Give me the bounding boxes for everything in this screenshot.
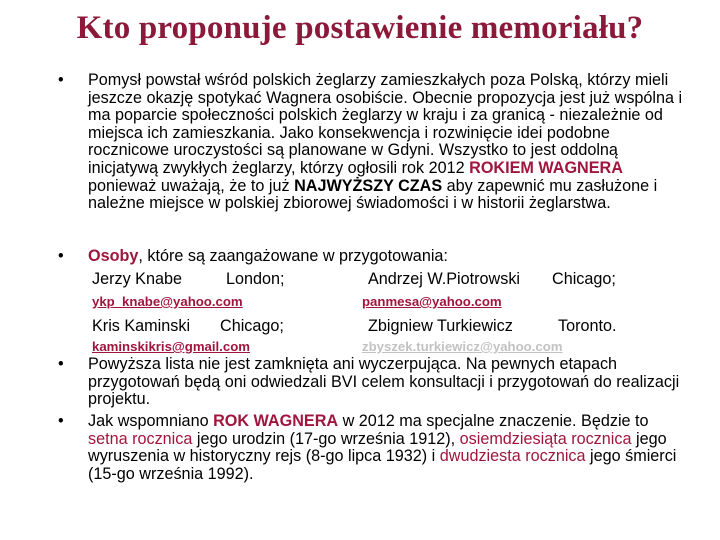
person-city: London; <box>226 270 285 288</box>
bullet-icon: • <box>58 412 64 430</box>
paragraph-text: ponieważ uważają, że to już <box>88 176 295 195</box>
paragraph-text: jego wyruszenia w historyczny rejs (8-go lipca 1932) i <box>88 429 667 466</box>
bullet-paragraph-people <box>58 247 688 266</box>
person-name: Zbigniew Turkiewicz <box>368 317 513 335</box>
highlight-rok-wagnera: ROKIEM WAGNERA <box>469 158 623 177</box>
person-name: Andrzej W.Piotrowski <box>368 270 521 288</box>
email-link[interactable]: zbyszek.turkiewicz@yahoo.com <box>362 339 563 354</box>
bullet-icon: • <box>58 355 64 373</box>
email-link[interactable]: kaminskikris@gmail.com <box>92 339 250 354</box>
highlight-setna-rocznica: setna rocznica <box>88 429 193 448</box>
slide-title: Kto proponuje postawienie memoriału? <box>76 10 644 46</box>
bullet-icon: • <box>58 71 64 89</box>
bullet-paragraph-list-note <box>58 355 688 409</box>
bullet-paragraph-origin <box>58 71 688 213</box>
people-label: Osoby <box>88 247 139 265</box>
email-link[interactable]: panmesa@yahoo.com <box>362 294 502 309</box>
paragraph-text: aby zapewnić mu zasłużone i należne miejsce w polskiej zbiorowej świadomości i w historii żeglarstwa. <box>88 176 658 213</box>
paragraph-text: Powyższa lista nie jest zamknięta ani wyczerpująca. Na pewnych etapach przygotowań będą oni odwiedzali BVI celem konsultacji i przygotowań do realizacji projektu. <box>88 355 680 409</box>
email-link[interactable]: ykp_knabe@yahoo.com <box>92 294 243 309</box>
person-name: Kris Kaminski <box>92 317 191 335</box>
person-name: Jerzy Knabe <box>92 270 182 288</box>
highlight-najwyzszy-czas: NAJWYŻSZY CZAS <box>294 176 443 195</box>
person-city: Chicago; <box>552 270 616 288</box>
highlight-rok-wagnera: ROK WAGNERA <box>213 412 339 430</box>
highlight-dwudziesta-rocznica: dwudziesta rocznica <box>439 447 586 466</box>
paragraph-text: Jak wspomniano <box>88 412 214 430</box>
highlight-osiemdziesiata-rocznica: osiemdziesiąta rocznica <box>459 429 632 448</box>
bullet-paragraph-anniversary <box>58 412 688 483</box>
paragraph-text: w 2012 ma specjalne znaczenie. Będzie to <box>338 412 649 430</box>
paragraph-text: , które są zaangażowane w przygotowania: <box>138 247 448 265</box>
paragraph-text: jego urodzin (17-go września 1912), <box>192 429 460 448</box>
bullet-icon: • <box>58 247 64 265</box>
person-city: Chicago; <box>220 317 284 335</box>
paragraph-text: Pomysł powstał wśród polskich żeglarzy zamieszkałych poza Polską, którzy mieli jeszcze okazję spotykać Wagnera osobiście. Obecnie propozycja jest już wspólna i ma poparcie społeczności polskich żeglarzy w kraju i za granicą - niezależnie od miejsca ich zamieszkania. Jako konsekwencja i rozwinięcie idei podobne rocznicowe uroczystości są planowane w Gdyni. Wszystko to jest oddolną inicjatywą zwykłych żeglarzy, którzy ogłosili rok 2012 <box>88 71 683 177</box>
paragraph-text: jego śmierci (15-go września 1992). <box>88 447 677 483</box>
person-city: Toronto. <box>558 317 617 335</box>
